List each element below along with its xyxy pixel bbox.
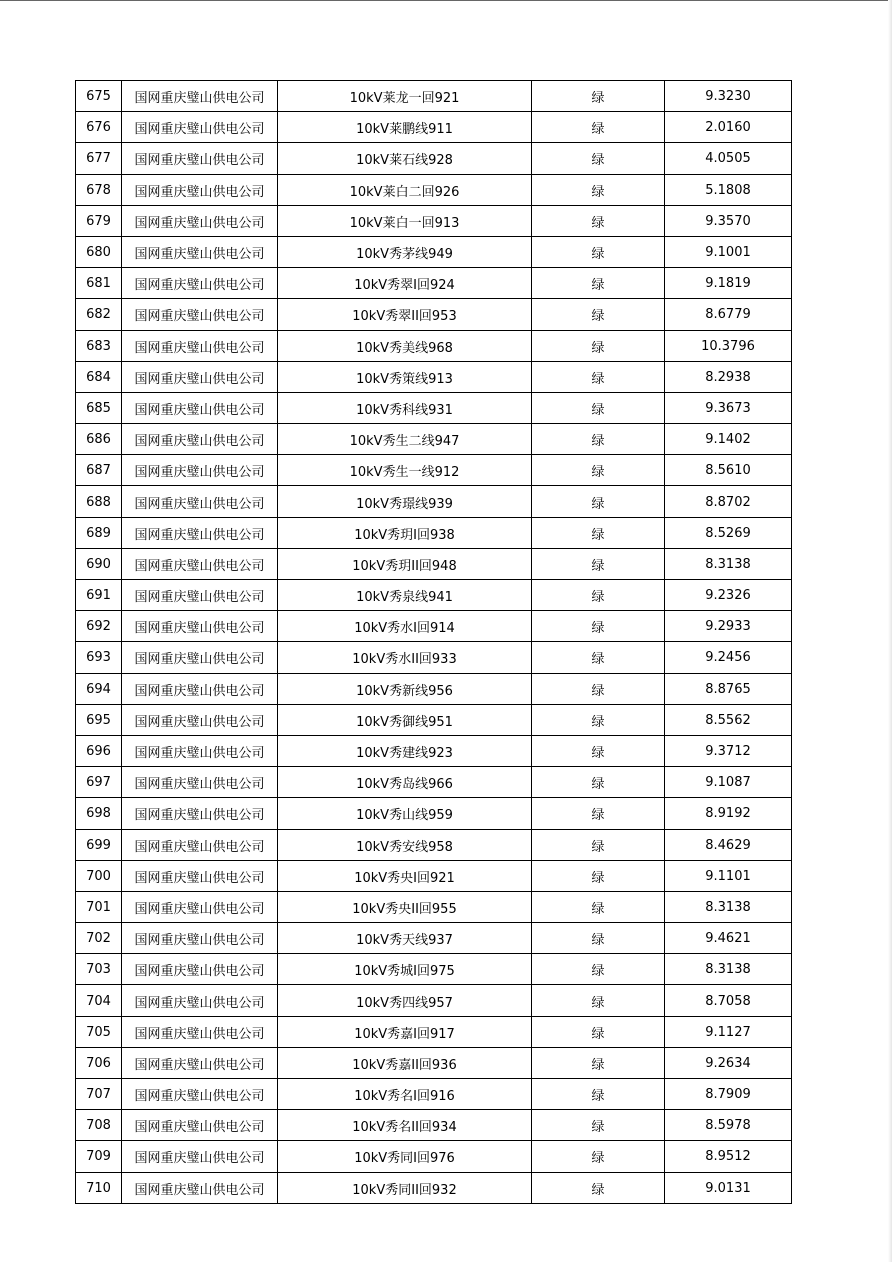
color-grade-cell: 绿 [532,1016,665,1047]
company-cell: 国网重庆璧山供电公司 [122,1079,278,1110]
line-name-cell: 10kV秀翠I回924 [278,268,532,299]
line-name-cell: 10kV秀安线958 [278,829,532,860]
color-grade-cell: 绿 [532,985,665,1016]
page-edge-shadow [888,0,892,1262]
company-cell: 国网重庆璧山供电公司 [122,392,278,423]
table-row [76,954,792,985]
line-name-cell: 10kV莱鹏线911 [278,112,532,143]
row-number-cell: 698 [76,798,122,829]
row-number-cell: 710 [76,1172,122,1203]
color-grade-cell: 绿 [532,642,665,673]
value-cell: 8.9512 [665,1141,792,1172]
row-number-cell: 693 [76,642,122,673]
company-cell: 国网重庆璧山供电公司 [122,81,278,112]
line-name-cell: 10kV秀同I回976 [278,1141,532,1172]
table-row [76,174,792,205]
table-row [76,798,792,829]
value-cell: 8.3138 [665,891,792,922]
row-number-cell: 686 [76,424,122,455]
row-number-cell: 688 [76,486,122,517]
table-row [76,642,792,673]
line-name-cell: 10kV秀同II回932 [278,1172,532,1203]
page-top-rule [0,0,892,1]
company-cell: 国网重庆璧山供电公司 [122,798,278,829]
company-cell: 国网重庆璧山供电公司 [122,112,278,143]
color-grade-cell: 绿 [532,1079,665,1110]
table-row [76,486,792,517]
line-name-cell: 10kV秀建线923 [278,735,532,766]
color-grade-cell: 绿 [532,1047,665,1078]
color-grade-cell: 绿 [532,517,665,548]
company-cell: 国网重庆璧山供电公司 [122,268,278,299]
value-cell: 9.1101 [665,860,792,891]
line-name-cell: 10kV秀玥I回938 [278,517,532,548]
row-number-cell: 703 [76,954,122,985]
company-cell: 国网重庆璧山供电公司 [122,424,278,455]
line-name-cell: 10kV秀水I回914 [278,611,532,642]
company-cell: 国网重庆璧山供电公司 [122,330,278,361]
line-name-cell: 10kV秀嘉II回936 [278,1047,532,1078]
line-name-cell: 10kV秀生二线947 [278,424,532,455]
company-cell: 国网重庆璧山供电公司 [122,891,278,922]
color-grade-cell: 绿 [532,236,665,267]
color-grade-cell: 绿 [532,1141,665,1172]
value-cell: 9.0131 [665,1172,792,1203]
table-row [76,268,792,299]
color-grade-cell: 绿 [532,923,665,954]
line-name-cell: 10kV秀翠II回953 [278,299,532,330]
row-number-cell: 691 [76,580,122,611]
line-name-cell: 10kV秀名II回934 [278,1110,532,1141]
value-cell: 9.3230 [665,81,792,112]
line-name-cell: 10kV莱白一回913 [278,205,532,236]
company-cell: 国网重庆璧山供电公司 [122,829,278,860]
table-row [76,1141,792,1172]
table-row [76,299,792,330]
color-grade-cell: 绿 [532,829,665,860]
value-cell: 9.1127 [665,1016,792,1047]
table-row [76,611,792,642]
table-row [76,548,792,579]
company-cell: 国网重庆璧山供电公司 [122,611,278,642]
value-cell: 8.5978 [665,1110,792,1141]
value-cell: 8.3138 [665,954,792,985]
line-name-cell: 10kV秀央I回921 [278,860,532,891]
value-cell: 2.0160 [665,112,792,143]
table-row [76,673,792,704]
data-table [75,80,792,1204]
color-grade-cell: 绿 [532,580,665,611]
value-cell: 8.8765 [665,673,792,704]
company-cell: 国网重庆璧山供电公司 [122,174,278,205]
value-cell: 8.5610 [665,455,792,486]
line-name-cell: 10kV秀泉线941 [278,580,532,611]
company-cell: 国网重庆璧山供电公司 [122,923,278,954]
value-cell: 8.6779 [665,299,792,330]
table-row [76,517,792,548]
color-grade-cell: 绿 [532,611,665,642]
table-row [76,1016,792,1047]
company-cell: 国网重庆璧山供电公司 [122,642,278,673]
color-grade-cell: 绿 [532,424,665,455]
line-name-cell: 10kV秀城I回975 [278,954,532,985]
line-name-cell: 10kV莱白二回926 [278,174,532,205]
line-name-cell: 10kV秀新线956 [278,673,532,704]
table-row [76,985,792,1016]
value-cell: 4.0505 [665,143,792,174]
company-cell: 国网重庆璧山供电公司 [122,735,278,766]
color-grade-cell: 绿 [532,330,665,361]
value-cell: 8.7058 [665,985,792,1016]
value-cell: 9.4621 [665,923,792,954]
table-row [76,455,792,486]
line-name-cell: 10kV秀科线931 [278,392,532,423]
value-cell: 5.1808 [665,174,792,205]
company-cell: 国网重庆璧山供电公司 [122,517,278,548]
row-number-cell: 701 [76,891,122,922]
table-row [76,829,792,860]
value-cell: 8.5562 [665,704,792,735]
row-number-cell: 685 [76,392,122,423]
line-name-cell: 10kV秀茅线949 [278,236,532,267]
value-cell: 8.5269 [665,517,792,548]
row-number-cell: 709 [76,1141,122,1172]
color-grade-cell: 绿 [532,112,665,143]
color-grade-cell: 绿 [532,860,665,891]
value-cell: 9.1402 [665,424,792,455]
value-cell: 8.8702 [665,486,792,517]
color-grade-cell: 绿 [532,486,665,517]
value-cell: 8.7909 [665,1079,792,1110]
color-grade-cell: 绿 [532,798,665,829]
table-row [76,143,792,174]
company-cell: 国网重庆璧山供电公司 [122,704,278,735]
line-name-cell: 10kV秀山线959 [278,798,532,829]
row-number-cell: 695 [76,704,122,735]
table-row [76,236,792,267]
company-cell: 国网重庆璧山供电公司 [122,548,278,579]
row-number-cell: 682 [76,299,122,330]
row-number-cell: 683 [76,330,122,361]
row-number-cell: 699 [76,829,122,860]
table-row [76,735,792,766]
line-name-cell: 10kV秀御线951 [278,704,532,735]
color-grade-cell: 绿 [532,1110,665,1141]
color-grade-cell: 绿 [532,455,665,486]
line-name-cell: 10kV秀央II回955 [278,891,532,922]
row-number-cell: 704 [76,985,122,1016]
row-number-cell: 700 [76,860,122,891]
table-row [76,1047,792,1078]
line-name-cell: 10kV秀岛线966 [278,767,532,798]
table-row [76,580,792,611]
value-cell: 9.2933 [665,611,792,642]
line-name-cell: 10kV秀策线913 [278,361,532,392]
company-cell: 国网重庆璧山供电公司 [122,954,278,985]
line-name-cell: 10kV秀玥II回948 [278,548,532,579]
row-number-cell: 681 [76,268,122,299]
company-cell: 国网重庆璧山供电公司 [122,236,278,267]
row-number-cell: 678 [76,174,122,205]
line-name-cell: 10kV秀水II回933 [278,642,532,673]
table-row [76,112,792,143]
row-number-cell: 684 [76,361,122,392]
company-cell: 国网重庆璧山供电公司 [122,985,278,1016]
line-name-cell: 10kV秀生一线912 [278,455,532,486]
line-name-cell: 10kV秀四线957 [278,985,532,1016]
row-number-cell: 692 [76,611,122,642]
line-name-cell: 10kV莱石线928 [278,143,532,174]
company-cell: 国网重庆璧山供电公司 [122,205,278,236]
color-grade-cell: 绿 [532,174,665,205]
row-number-cell: 706 [76,1047,122,1078]
line-name-cell: 10kV秀嘉I回917 [278,1016,532,1047]
row-number-cell: 675 [76,81,122,112]
color-grade-cell: 绿 [532,143,665,174]
color-grade-cell: 绿 [532,392,665,423]
table-row [76,424,792,455]
color-grade-cell: 绿 [532,735,665,766]
value-cell: 8.2938 [665,361,792,392]
company-cell: 国网重庆璧山供电公司 [122,299,278,330]
table-body [76,81,792,1204]
value-cell: 9.2326 [665,580,792,611]
row-number-cell: 680 [76,236,122,267]
value-cell: 10.3796 [665,330,792,361]
row-number-cell: 690 [76,548,122,579]
color-grade-cell: 绿 [532,361,665,392]
line-name-cell: 10kV莱龙一回921 [278,81,532,112]
company-cell: 国网重庆璧山供电公司 [122,1172,278,1203]
color-grade-cell: 绿 [532,1172,665,1203]
table-row [76,704,792,735]
row-number-cell: 707 [76,1079,122,1110]
table-row [76,1172,792,1203]
row-number-cell: 694 [76,673,122,704]
line-name-cell: 10kV秀名I回916 [278,1079,532,1110]
table-row [76,81,792,112]
company-cell: 国网重庆璧山供电公司 [122,1110,278,1141]
line-name-cell: 10kV秀天线937 [278,923,532,954]
table-row [76,392,792,423]
company-cell: 国网重庆璧山供电公司 [122,1141,278,1172]
value-cell: 8.3138 [665,548,792,579]
value-cell: 9.2634 [665,1047,792,1078]
row-number-cell: 697 [76,767,122,798]
color-grade-cell: 绿 [532,205,665,236]
value-cell: 8.4629 [665,829,792,860]
value-cell: 9.2456 [665,642,792,673]
table-row [76,767,792,798]
company-cell: 国网重庆璧山供电公司 [122,673,278,704]
row-number-cell: 705 [76,1016,122,1047]
color-grade-cell: 绿 [532,673,665,704]
company-cell: 国网重庆璧山供电公司 [122,486,278,517]
row-number-cell: 687 [76,455,122,486]
table-row [76,891,792,922]
value-cell: 9.3673 [665,392,792,423]
color-grade-cell: 绿 [532,299,665,330]
row-number-cell: 689 [76,517,122,548]
row-number-cell: 677 [76,143,122,174]
company-cell: 国网重庆璧山供电公司 [122,860,278,891]
company-cell: 国网重庆璧山供电公司 [122,143,278,174]
row-number-cell: 702 [76,923,122,954]
table-row [76,205,792,236]
line-name-cell: 10kV秀璟线939 [278,486,532,517]
color-grade-cell: 绿 [532,704,665,735]
table-row [76,1079,792,1110]
company-cell: 国网重庆璧山供电公司 [122,455,278,486]
company-cell: 国网重庆璧山供电公司 [122,1016,278,1047]
color-grade-cell: 绿 [532,891,665,922]
value-cell: 9.3712 [665,735,792,766]
color-grade-cell: 绿 [532,954,665,985]
color-grade-cell: 绿 [532,548,665,579]
color-grade-cell: 绿 [532,767,665,798]
value-cell: 8.9192 [665,798,792,829]
company-cell: 国网重庆璧山供电公司 [122,1047,278,1078]
value-cell: 9.1087 [665,767,792,798]
company-cell: 国网重庆璧山供电公司 [122,767,278,798]
value-cell: 9.3570 [665,205,792,236]
row-number-cell: 708 [76,1110,122,1141]
color-grade-cell: 绿 [532,81,665,112]
color-grade-cell: 绿 [532,268,665,299]
company-cell: 国网重庆璧山供电公司 [122,361,278,392]
line-name-cell: 10kV秀美线968 [278,330,532,361]
table-row [76,330,792,361]
value-cell: 9.1819 [665,268,792,299]
table-row [76,1110,792,1141]
row-number-cell: 679 [76,205,122,236]
company-cell: 国网重庆璧山供电公司 [122,580,278,611]
table-row [76,361,792,392]
table-row [76,923,792,954]
row-number-cell: 696 [76,735,122,766]
row-number-cell: 676 [76,112,122,143]
table-row [76,860,792,891]
value-cell: 9.1001 [665,236,792,267]
